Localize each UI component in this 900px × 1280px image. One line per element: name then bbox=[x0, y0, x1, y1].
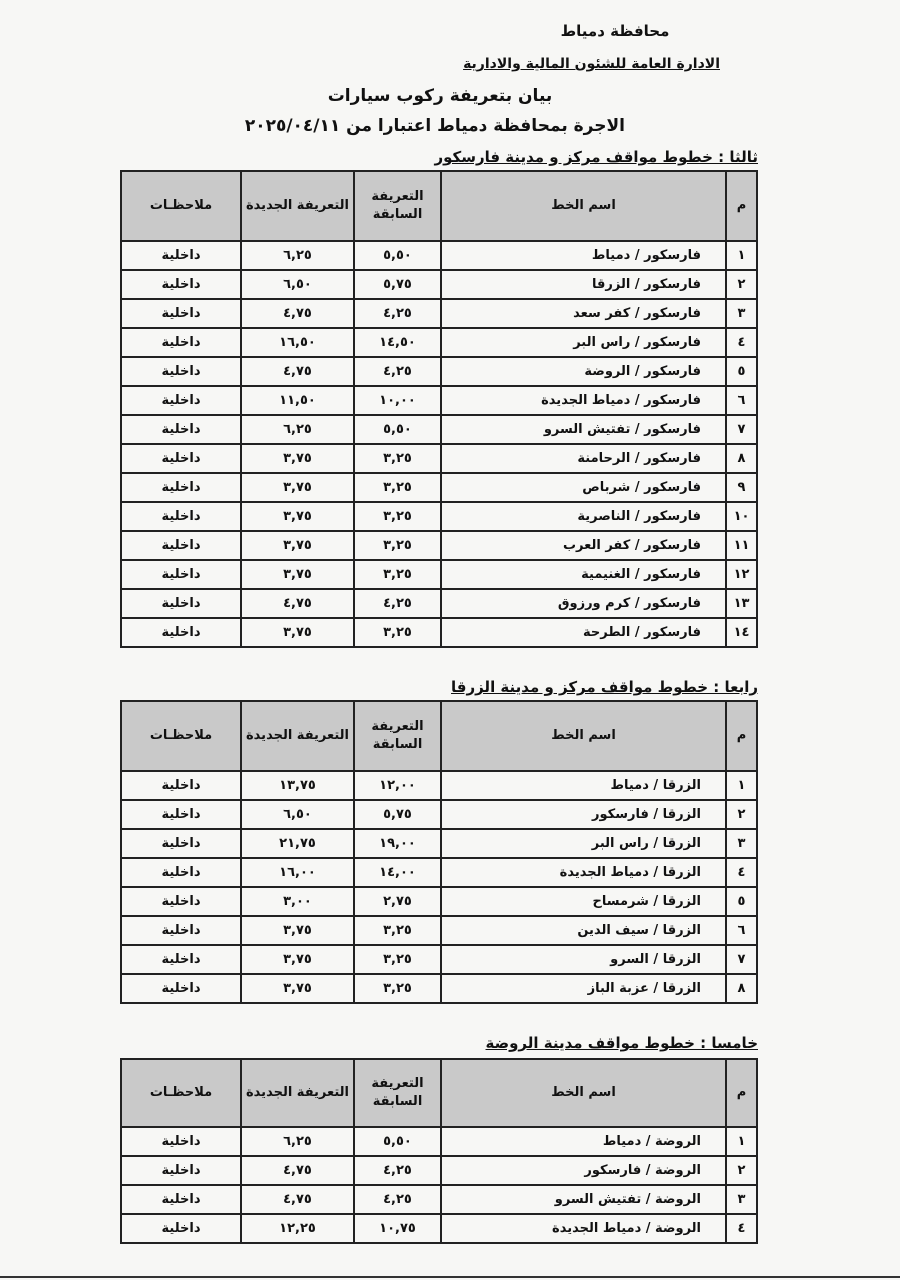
cell-m: ١ bbox=[726, 771, 757, 800]
cell-m: ٨ bbox=[726, 974, 757, 1003]
cell-notes: داخلية bbox=[121, 829, 241, 858]
cell-prev: ٤,٢٥ bbox=[354, 299, 441, 328]
cell-prev: ٤,٢٥ bbox=[354, 357, 441, 386]
cell-new: ٣,٧٥ bbox=[241, 531, 354, 560]
cell-notes: داخلية bbox=[121, 386, 241, 415]
cell-m: ١١ bbox=[726, 531, 757, 560]
cell-prev: ٥,٥٠ bbox=[354, 1127, 441, 1156]
cell-new: ١٢,٢٥ bbox=[241, 1214, 354, 1243]
cell-notes: داخلية bbox=[121, 1156, 241, 1185]
cell-notes: داخلية bbox=[121, 444, 241, 473]
table-row bbox=[121, 887, 757, 916]
table-row bbox=[121, 328, 757, 357]
col-header-notes: ملاحظـات bbox=[121, 701, 241, 771]
cell-m: ٢ bbox=[726, 800, 757, 829]
cell-prev: ١٢,٠٠ bbox=[354, 771, 441, 800]
cell-prev: ٥,٧٥ bbox=[354, 270, 441, 299]
cell-prev: ٢,٧٥ bbox=[354, 887, 441, 916]
table-header-row bbox=[121, 701, 757, 771]
cell-prev: ١٤,٠٠ bbox=[354, 858, 441, 887]
cell-line: فارسكور / راس البر bbox=[441, 328, 726, 357]
table-row bbox=[121, 974, 757, 1003]
cell-new: ٦,٢٥ bbox=[241, 241, 354, 270]
cell-notes: داخلية bbox=[121, 589, 241, 618]
cell-new: ٤,٧٥ bbox=[241, 1185, 354, 1214]
cell-m: ٥ bbox=[726, 357, 757, 386]
table-row bbox=[121, 589, 757, 618]
col-header-prev: التعريفة السابقة bbox=[354, 1059, 441, 1127]
cell-notes: داخلية bbox=[121, 1185, 241, 1214]
cell-line: الزرقا / فارسكور bbox=[441, 800, 726, 829]
table-row bbox=[121, 473, 757, 502]
col-header-prev: التعريفة السابقة bbox=[354, 701, 441, 771]
cell-notes: داخلية bbox=[121, 771, 241, 800]
cell-prev: ٤,٢٥ bbox=[354, 1185, 441, 1214]
cell-m: ٣ bbox=[726, 299, 757, 328]
cell-notes: داخلية bbox=[121, 270, 241, 299]
cell-prev: ٣,٢٥ bbox=[354, 974, 441, 1003]
table-row bbox=[121, 829, 757, 858]
cell-notes: داخلية bbox=[121, 560, 241, 589]
cell-prev: ١٠,٧٥ bbox=[354, 1214, 441, 1243]
cell-notes: داخلية bbox=[121, 618, 241, 647]
cell-line: فارسكور / تفتيش السرو bbox=[441, 415, 726, 444]
cell-m: ٧ bbox=[726, 415, 757, 444]
document-title: بيان بتعريفة ركوب سيارات bbox=[327, 86, 553, 106]
cell-new: ٣,٧٥ bbox=[241, 945, 354, 974]
cell-prev: ١٩,٠٠ bbox=[354, 829, 441, 858]
col-header-m: م bbox=[726, 171, 757, 241]
cell-m: ٣ bbox=[726, 1185, 757, 1214]
col-header-prev: التعريفة السابقة bbox=[354, 171, 441, 241]
table-row bbox=[121, 560, 757, 589]
cell-notes: داخلية bbox=[121, 502, 241, 531]
table-row bbox=[121, 241, 757, 270]
table-header-row bbox=[121, 171, 757, 241]
col-header-new: التعريفة الجديدة bbox=[241, 701, 354, 771]
document-subtitle: الاجرة بمحافظة دمياط اعتبارا من ٢٠٢٥/٠٤/١١ bbox=[244, 116, 625, 136]
table-row bbox=[121, 502, 757, 531]
cell-new: ٦,٥٠ bbox=[241, 270, 354, 299]
department-heading: الادارة العامة للشئون المالية والادارية bbox=[463, 56, 720, 72]
cell-prev: ١٠,٠٠ bbox=[354, 386, 441, 415]
cell-m: ٤ bbox=[726, 1214, 757, 1243]
table-row bbox=[121, 945, 757, 974]
table-row bbox=[121, 357, 757, 386]
cell-new: ٣,٠٠ bbox=[241, 887, 354, 916]
cell-line: فارسكور / الروضة bbox=[441, 357, 726, 386]
cell-line: الزرقا / دمياط bbox=[441, 771, 726, 800]
fares-table-farskour bbox=[120, 170, 758, 648]
cell-notes: داخلية bbox=[121, 858, 241, 887]
cell-m: ١٠ bbox=[726, 502, 757, 531]
cell-prev: ٣,٢٥ bbox=[354, 945, 441, 974]
cell-notes: داخلية bbox=[121, 299, 241, 328]
cell-m: ٧ bbox=[726, 945, 757, 974]
section-title-farskour: ثالثا : خطوط مواقف مركز و مدينة فارسكور bbox=[434, 148, 758, 166]
col-header-new: التعريفة الجديدة bbox=[241, 171, 354, 241]
cell-new: ٤,٧٥ bbox=[241, 299, 354, 328]
cell-new: ١٦,٥٠ bbox=[241, 328, 354, 357]
cell-prev: ٥,٥٠ bbox=[354, 241, 441, 270]
cell-line: الزرقا / سيف الدين bbox=[441, 916, 726, 945]
col-header-notes: ملاحظـات bbox=[121, 171, 241, 241]
cell-prev: ٥,٥٠ bbox=[354, 415, 441, 444]
cell-new: ٣,٧٥ bbox=[241, 502, 354, 531]
cell-notes: داخلية bbox=[121, 800, 241, 829]
cell-line: فارسكور / الناصرية bbox=[441, 502, 726, 531]
cell-notes: داخلية bbox=[121, 415, 241, 444]
cell-line: فارسكور / الغنيمية bbox=[441, 560, 726, 589]
cell-notes: داخلية bbox=[121, 1214, 241, 1243]
cell-m: ٩ bbox=[726, 473, 757, 502]
cell-line: الزرقا / دمياط الجديدة bbox=[441, 858, 726, 887]
cell-line: فارسكور / شرباص bbox=[441, 473, 726, 502]
cell-notes: داخلية bbox=[121, 473, 241, 502]
cell-line: فارسكور / كفر سعد bbox=[441, 299, 726, 328]
cell-m: ٢ bbox=[726, 1156, 757, 1185]
cell-new: ١٣,٧٥ bbox=[241, 771, 354, 800]
cell-notes: داخلية bbox=[121, 328, 241, 357]
cell-new: ٢١,٧٥ bbox=[241, 829, 354, 858]
cell-new: ٣,٧٥ bbox=[241, 916, 354, 945]
cell-line: فارسكور / الطرحة bbox=[441, 618, 726, 647]
cell-prev: ٤,٢٥ bbox=[354, 589, 441, 618]
cell-new: ٣,٧٥ bbox=[241, 618, 354, 647]
cell-prev: ٣,٢٥ bbox=[354, 531, 441, 560]
cell-line: الروضة / دمياط bbox=[441, 1127, 726, 1156]
cell-line: الروضة / فارسكور bbox=[441, 1156, 726, 1185]
table-row bbox=[121, 800, 757, 829]
cell-m: ٥ bbox=[726, 887, 757, 916]
page-bottom-edge bbox=[0, 1276, 900, 1278]
cell-m: ٣ bbox=[726, 829, 757, 858]
cell-m: ٦ bbox=[726, 916, 757, 945]
cell-notes: داخلية bbox=[121, 974, 241, 1003]
cell-line: فارسكور / الرحامنة bbox=[441, 444, 726, 473]
table-row bbox=[121, 299, 757, 328]
table-row bbox=[121, 618, 757, 647]
table-row bbox=[121, 270, 757, 299]
cell-notes: داخلية bbox=[121, 531, 241, 560]
col-header-new: التعريفة الجديدة bbox=[241, 1059, 354, 1127]
table-row bbox=[121, 444, 757, 473]
cell-line: الروضة / تفتيش السرو bbox=[441, 1185, 726, 1214]
cell-line: الزرقا / راس البر bbox=[441, 829, 726, 858]
cell-line: فارسكور / دمياط bbox=[441, 241, 726, 270]
cell-new: ٣,٧٥ bbox=[241, 473, 354, 502]
cell-m: ١٤ bbox=[726, 618, 757, 647]
section-title-zarqa: رابعا : خطوط مواقف مركز و مدينة الزرقا bbox=[451, 678, 758, 696]
table-row bbox=[121, 415, 757, 444]
cell-new: ١٦,٠٠ bbox=[241, 858, 354, 887]
cell-m: ١٣ bbox=[726, 589, 757, 618]
cell-m: ٨ bbox=[726, 444, 757, 473]
cell-notes: داخلية bbox=[121, 887, 241, 916]
cell-m: ١ bbox=[726, 1127, 757, 1156]
cell-new: ٤,٧٥ bbox=[241, 589, 354, 618]
cell-notes: داخلية bbox=[121, 241, 241, 270]
cell-m: ٤ bbox=[726, 328, 757, 357]
cell-new: ٦,٢٥ bbox=[241, 415, 354, 444]
table-row bbox=[121, 916, 757, 945]
col-header-line: اسم الخط bbox=[441, 701, 726, 771]
col-header-line: اسم الخط bbox=[441, 1059, 726, 1127]
cell-prev: ٣,٢٥ bbox=[354, 618, 441, 647]
cell-notes: داخلية bbox=[121, 945, 241, 974]
cell-new: ٣,٧٥ bbox=[241, 560, 354, 589]
fares-table-rawda bbox=[120, 1058, 758, 1244]
cell-m: ١ bbox=[726, 241, 757, 270]
cell-prev: ١٤,٥٠ bbox=[354, 328, 441, 357]
cell-notes: داخلية bbox=[121, 916, 241, 945]
cell-m: ٤ bbox=[726, 858, 757, 887]
cell-new: ٣,٧٥ bbox=[241, 444, 354, 473]
table-row bbox=[121, 1156, 757, 1185]
cell-notes: داخلية bbox=[121, 357, 241, 386]
cell-m: ٢ bbox=[726, 270, 757, 299]
cell-line: فارسكور / الزرقا bbox=[441, 270, 726, 299]
cell-new: ٣,٧٥ bbox=[241, 974, 354, 1003]
table-row bbox=[121, 386, 757, 415]
governorate-heading: محافظة دمياط bbox=[560, 22, 670, 40]
cell-new: ١١,٥٠ bbox=[241, 386, 354, 415]
cell-prev: ٣,٢٥ bbox=[354, 502, 441, 531]
cell-new: ٤,٧٥ bbox=[241, 1156, 354, 1185]
cell-m: ٦ bbox=[726, 386, 757, 415]
cell-line: الزرقا / عزبة الباز bbox=[441, 974, 726, 1003]
cell-line: فارسكور / كفر العرب bbox=[441, 531, 726, 560]
fares-table-zarqa bbox=[120, 700, 758, 1004]
table-header-row bbox=[121, 1059, 757, 1127]
cell-prev: ٥,٧٥ bbox=[354, 800, 441, 829]
section-title-rawda: خامسا : خطوط مواقف مدينة الروضة bbox=[485, 1034, 758, 1052]
table-row bbox=[121, 858, 757, 887]
cell-prev: ٣,٢٥ bbox=[354, 560, 441, 589]
cell-prev: ٣,٢٥ bbox=[354, 916, 441, 945]
cell-m: ١٢ bbox=[726, 560, 757, 589]
cell-line: فارسكور / دمياط الجديدة bbox=[441, 386, 726, 415]
cell-line: الزرقا / شرمساح bbox=[441, 887, 726, 916]
col-header-notes: ملاحظـات bbox=[121, 1059, 241, 1127]
col-header-line: اسم الخط bbox=[441, 171, 726, 241]
cell-new: ٤,٧٥ bbox=[241, 357, 354, 386]
cell-prev: ٣,٢٥ bbox=[354, 473, 441, 502]
cell-line: فارسكور / كرم ورزوق bbox=[441, 589, 726, 618]
cell-new: ٦,٥٠ bbox=[241, 800, 354, 829]
col-header-m: م bbox=[726, 1059, 757, 1127]
table-row bbox=[121, 771, 757, 800]
table-row bbox=[121, 531, 757, 560]
cell-new: ٦,٢٥ bbox=[241, 1127, 354, 1156]
cell-notes: داخلية bbox=[121, 1127, 241, 1156]
col-header-m: م bbox=[726, 701, 757, 771]
table-row bbox=[121, 1214, 757, 1243]
table-row bbox=[121, 1185, 757, 1214]
cell-line: الروضة / دمياط الجديدة bbox=[441, 1214, 726, 1243]
cell-prev: ٣,٢٥ bbox=[354, 444, 441, 473]
table-row bbox=[121, 1127, 757, 1156]
cell-prev: ٤,٢٥ bbox=[354, 1156, 441, 1185]
cell-line: الزرقا / السرو bbox=[441, 945, 726, 974]
